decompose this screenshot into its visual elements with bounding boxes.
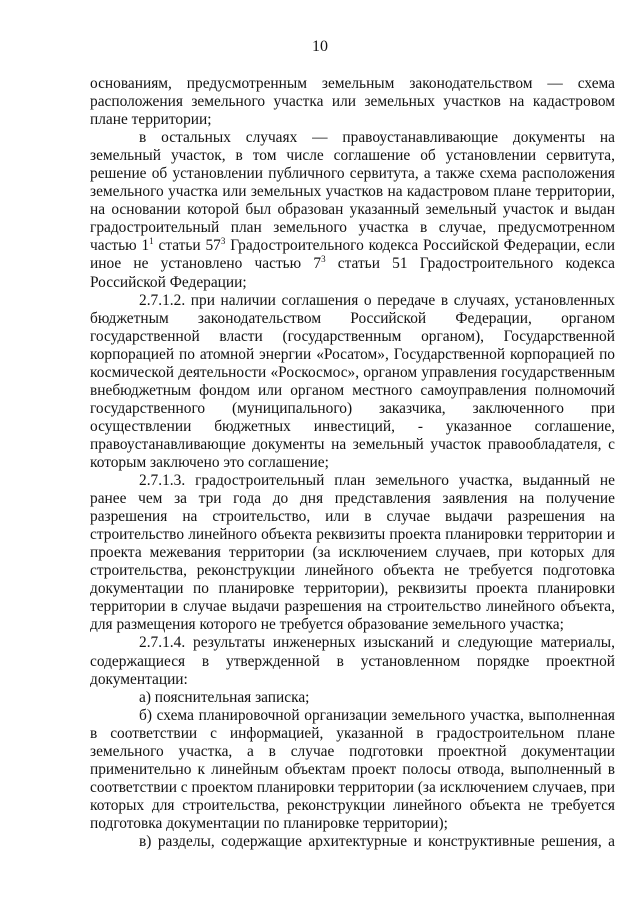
paragraph bbox=[90, 707, 615, 833]
superscript-reference: 3 bbox=[321, 254, 326, 265]
paragraph bbox=[90, 689, 615, 707]
paragraph-text: б) схема планировочной организации земельного участка, выполненная в соответствии с информацией, указанной в градостроительном плане земельного участка, а в случае подготовки проектной документации применительно к линейным объектам проект полосы отвода, выполненный в соответствии с проектом планировки территории (за исключением случаев, при которых для строительства, реконструкции линейного объекта не требуется подготовка документации по планировке территории); bbox=[90, 706, 616, 832]
document-body bbox=[90, 75, 615, 851]
paragraph-text: в остальных случаях — правоустанавливающие документы на земельный участок, в том числе соглашение об установлении сервитута, решение об установлении публичного сервитута, а также схема расположения земельного участка или земельных участков на кадастровом плане территории, на основании которой был образован указанный земельный участок и выдан градостроительный план земельного участка в случае, предусмотренном частью 1 bbox=[90, 129, 615, 255]
paragraph-text: Градостроительного кодекса Российской Федерации, если иное не установлено частью 7 bbox=[90, 237, 615, 273]
paragraph bbox=[90, 634, 615, 688]
paragraph-text: статьи 51 Градостроительного кодекса Российской Федерации; bbox=[90, 255, 615, 291]
paragraph-text: 2.7.1.4. результаты инженерных изысканий и следующие материалы, содержащиеся в утвержденной в установленном порядке проектной документации: bbox=[90, 634, 615, 688]
superscript-reference: 3 bbox=[220, 236, 226, 247]
paragraph bbox=[90, 75, 615, 129]
superscript-reference: 1 bbox=[149, 236, 154, 247]
paragraph-text: 2.7.1.2. при наличии соглашения о передаче в случаях, установленных бюджетным законодательством Российской Федерации, органом государственной власти (государственным органом), Государственной корпорацией по атомной энергии «Росатом», Государственной корпорацией по космической деятельности «Роскосмос», органом управления государственным внебюджетным фондом или органом местного самоуправления полномочий государственного (муниципального) заказчика, заключенного при осуществлении бюджетных инвестиций, - указанное соглашение, правоустанавливающие документы на земельный участок правообладателя, с которым заключено это соглашение; bbox=[90, 291, 615, 471]
paragraph-text: 2.7.1.3. градостроительный план земельного участка, выданный не ранее чем за три года до дня представления заявления на получение разрешения на строительство, или в случае выдачи разрешения на строительство линейного объекта реквизиты проекта планировки территории и проекта межевания территории (за исключением случаев, при которых для строительства, реконструкции линейного объекта не требуется подготовка документации по планировке территории), реквизиты проекта планировки территории в случае выдачи разрешения на строительство линейного объекта, для размещения которого не требуется образование земельного участка; bbox=[90, 472, 615, 634]
paragraph bbox=[90, 472, 615, 634]
paragraph-text: статьи 57 bbox=[153, 237, 221, 255]
paragraph bbox=[90, 129, 615, 291]
paragraph bbox=[90, 833, 615, 851]
paragraph bbox=[90, 292, 615, 472]
paragraph-text: а) пояснительная записка; bbox=[139, 688, 310, 706]
paragraph-text: в) разделы, содержащие архитектурные и конструктивные решения, а bbox=[139, 832, 615, 850]
paragraph-text: основаниям, предусмотренным земельным законодательством — схема расположения земельного участка или земельных участков на кадастровом плане территории; bbox=[90, 75, 615, 129]
page-number: 10 bbox=[312, 38, 328, 55]
